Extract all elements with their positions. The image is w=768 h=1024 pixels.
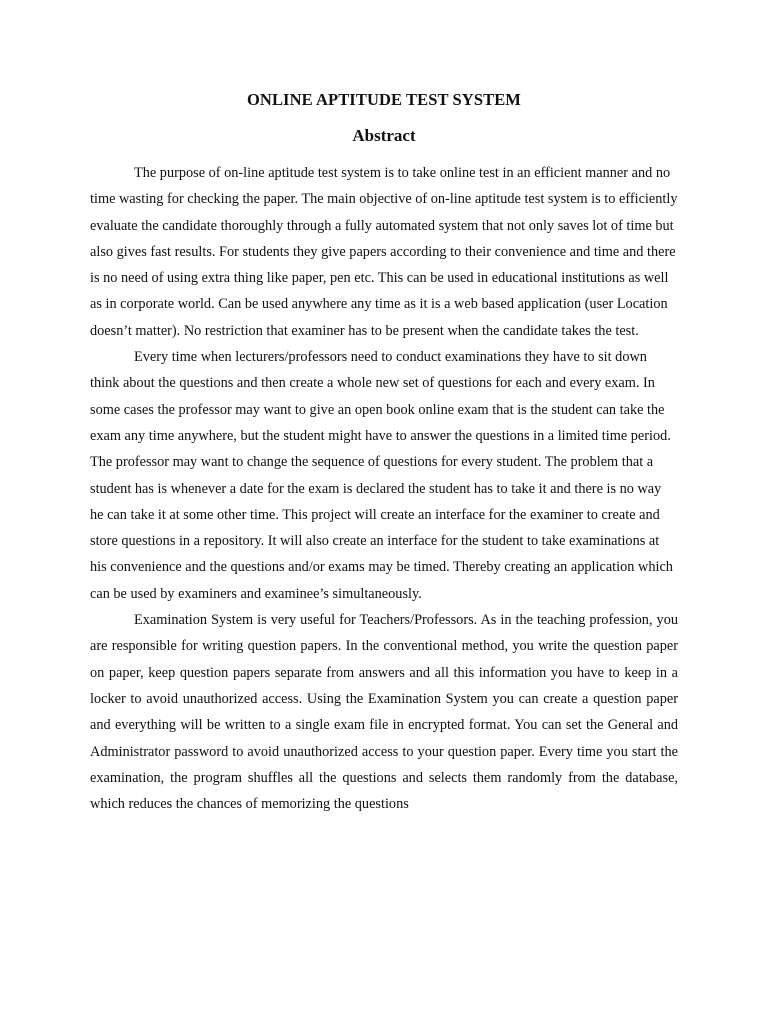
- document-title: ONLINE APTITUDE TEST SYSTEM: [247, 90, 521, 109]
- paragraph-examination-system: Examination System is very useful for Teachers/Professors. As in the teaching profession, you are responsible for writing question papers. In the conventional method, you write the question paper on paper, keep question papers separate from answers and all this information you have to keep in a locker to avoid unauthorized access. Using the Examination System you can create a question paper and everything will be written to a single exam file in encrypted format. You can set the General and Administrator password to avoid unauthorized access to your question paper. Every time you start the examination, the program shuffles all the questions and selects them randomly from the database, which reduces the chances of memorizing the questions: [90, 612, 678, 813]
- paragraph-problem: Every time when lecturers/professors need to conduct examinations they have to sit down think about the questions and then create a whole new set of questions for each and every exam. In some cases the professor may want to give an open book online exam that is the student can take the exam any time anywhere, but the student might have to answer the questions in a limited time period. The professor may want to change the sequence of questions for every student. The problem that a student has is whenever a date for the exam is declared the student has to take it and there is no way he can take it at some other time. This project will create an interface for the examiner to create and store questions in a repository. It will also create an interface for the student to take examinations at his convenience and the questions and/or exams may be timed. Thereby creating an application which can be used by examiners and examinee’s simultaneously.: [90, 349, 673, 602]
- section-heading-abstract: Abstract: [352, 126, 416, 145]
- paragraph-purpose: The purpose of on-line aptitude test system is to take online test in an efficient manner and no time wasting for checking the paper. The main objective of on-line aptitude test system is to efficiently evaluate the candidate thoroughly through a fully automated system that not only saves lot of time but also gives fast results. For students they give papers according to their convenience and time and there is no need of using extra thing like paper, pen etc. This can be used in educational institutions as well as in corporate world. Can be used anywhere any time as it is a web based application (user Location doesn’t matter). No restriction that examiner has to be present when the candidate takes the test.: [90, 165, 678, 339]
- abstract-body: [90, 160, 678, 817]
